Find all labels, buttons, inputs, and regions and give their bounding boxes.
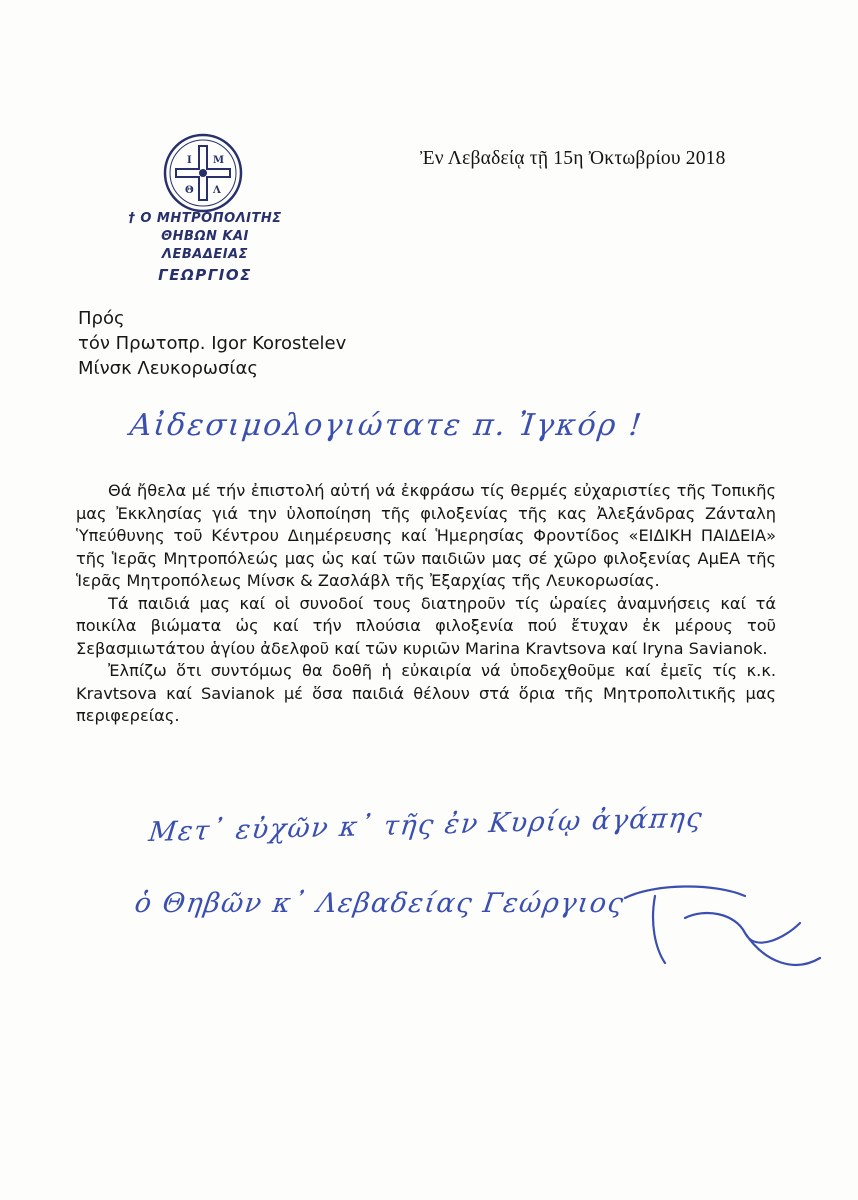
- handwritten-closing: Μετ᾽ εὐχῶν κ᾽ τῆς ἐν Κυρίῳ ἀγάπης: [147, 802, 705, 849]
- svg-text:Θ: Θ: [185, 185, 194, 196]
- body-paragraph-1: Θά ἤθελα μέ τήν ἐπιστολή αὐτή νά ἐκφράσω τίς θερμές εὐχαριστίες τῆς Τοπικῆς μας Ἐκκλησίας γιά την ὑλοποίηση τῆς φιλοξενίας τῆς κας Ἀλεξάνδρας Ζάνταλη Ὑπεύθυνης τοῦ Κέντρου Διημέρευσης καί Ἡμερησίας Φροντίδος «ΕΙΔΙΚΗ ΠΑΙΔΕΙΑ» τῆς Ἱερᾶς Μητροπόλεώς μας ὡς καί τῶν παιδιῶν μας σέ χῶρο φιλοξενίας ΑμΕΑ τῆς Ἱερᾶς Μητροπόλεως Μίνσκ & Ζασλάβλ τῆς Ἐξαρχίας τῆς Λευκορωσίας.: [76, 481, 776, 590]
- recipient-line-name: τόν Πρωτοπρ. Igor Korostelev: [78, 333, 347, 354]
- signature-flourish-icon: [595, 878, 825, 988]
- signature-block: [132, 888, 825, 988]
- body-paragraph-3: Ἐλπίζω ὅτι συντόμως θα δοθῆ ἡ εὐκαιρία νά ὑποδεχθοῦμε καί ἐμεῖς τίς κ.κ. Kravtsova καί Savianok μέ ὅσα παιδιά θέλουν στά ὅρια τῆς Μητροπολιτικῆς μας περιφερείας.: [76, 661, 776, 725]
- body-paragraph-2: Τά παιδιά μας καί οἱ συνοδοί τους διατηροῦν τίς ὡραίες ἀναμνήσεις καί τά ποικίλα βιώματα ὡς καί τήν πλούσια φιλοξενία πού ἔτυχαν ἐκ μέρους τοῦ Σεβασμιωτάτου ἁγίου ἀδελφοῦ καί τῶν κυριῶν Marina Kravtsova καί Iryna Savianok.: [76, 593, 776, 658]
- metropolis-seal-icon: [162, 132, 244, 214]
- recipient-block: [78, 306, 478, 381]
- letter-date: Ἐν Λεβαδείᾳ τῇ 15η Ὀκτωβρίου 2018: [420, 148, 726, 169]
- svg-text:Μ: Μ: [213, 155, 225, 166]
- svg-text:Ι: Ι: [187, 155, 192, 166]
- letterhead: [120, 210, 290, 286]
- recipient-line-to: Πρός: [78, 308, 125, 329]
- letterhead-see: ΘΗΒΩΝ ΚΑΙ ΛΕΒΑΔΕΙΑΣ: [161, 229, 249, 262]
- handwritten-salutation: Αἰδεσιμολογιώτατε π. Ἰγκόρ !: [128, 408, 645, 443]
- svg-text:Λ: Λ: [213, 185, 221, 196]
- handwritten-signature-text: ὁ Θηβῶν κ᾽ Λεβαδείας Γεώργιος: [132, 888, 627, 919]
- letterhead-title: † Ο ΜΗΤΡΟΠΟΛΙΤΗΣ: [128, 211, 282, 226]
- seal-graphic: [162, 132, 244, 214]
- letter-body: [76, 480, 776, 728]
- recipient-line-place: Μίνσκ Λευκορωσίας: [78, 358, 258, 379]
- letterhead-name: ΓΕΩΡΓΙΟΣ: [158, 266, 252, 284]
